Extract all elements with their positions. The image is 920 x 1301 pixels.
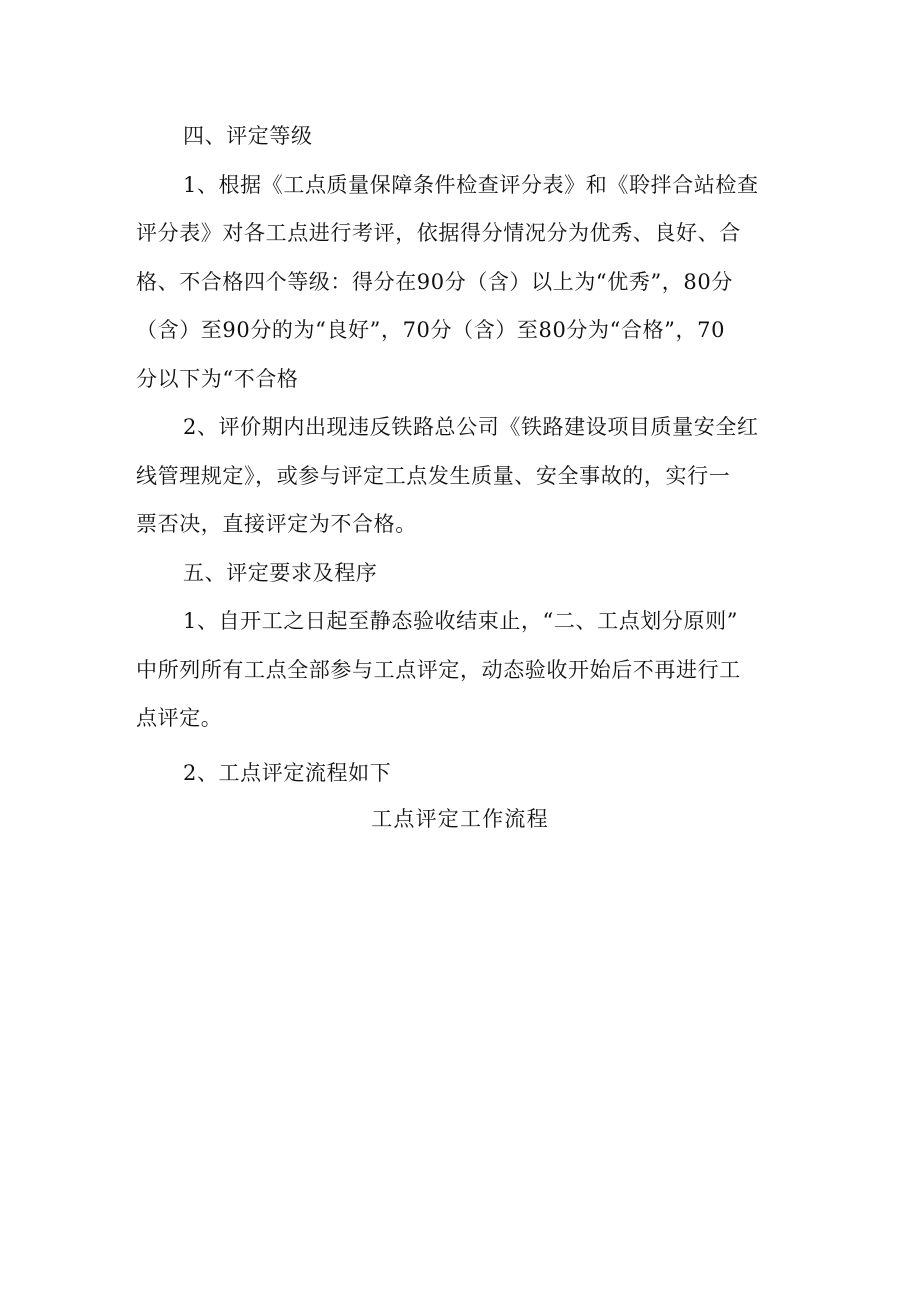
paragraph-line: 1、自开工之日起至静态验收结束止，“二、工点划分原则”: [183, 609, 739, 633]
section-5-heading: 五、评定要求及程序: [183, 560, 378, 585]
flow-chart-title: 工点评定工作流程: [371, 807, 549, 831]
section-4-heading: 四、评定等级: [183, 124, 313, 148]
paragraph-line: 格、不合格四个等级：得分在90分（含）以上为“优秀”，80分: [136, 269, 733, 294]
paragraph-line: 票否决，直接评定为不合格。: [136, 512, 417, 536]
paragraph-line: 线管理规定》，或参与评定工点发生质量、安全事故的，实行一: [136, 463, 731, 488]
section-4-paragraph-1: [136, 161, 792, 404]
paragraph-line: 点评定。: [136, 706, 223, 730]
section-4-paragraph-2: [136, 403, 792, 549]
paragraph-line: （含）至90分的为“良好”，70分（含）至80分为“合格”，70: [136, 318, 726, 342]
paragraph-line: 1、根据《工点质量保障条件检查评分表》和《聆拌合站检查: [183, 172, 759, 197]
paragraph-line: 分以下为“不合格: [136, 366, 299, 391]
section-5-paragraph-1: [136, 597, 792, 743]
paragraph-line: 评分表》对各工点进行考评，依据得分情况分为优秀、良好、合: [136, 221, 741, 245]
paragraph-line: 2、评价期内出现违反铁路总公司《铁路建设项目质量安全红: [183, 415, 759, 439]
paragraph-line: 中所列所有工点全部参与工点评定，动态验收开始后不再进行工: [136, 657, 741, 682]
section-5-paragraph-2: 2、工点评定流程如下: [183, 760, 392, 785]
